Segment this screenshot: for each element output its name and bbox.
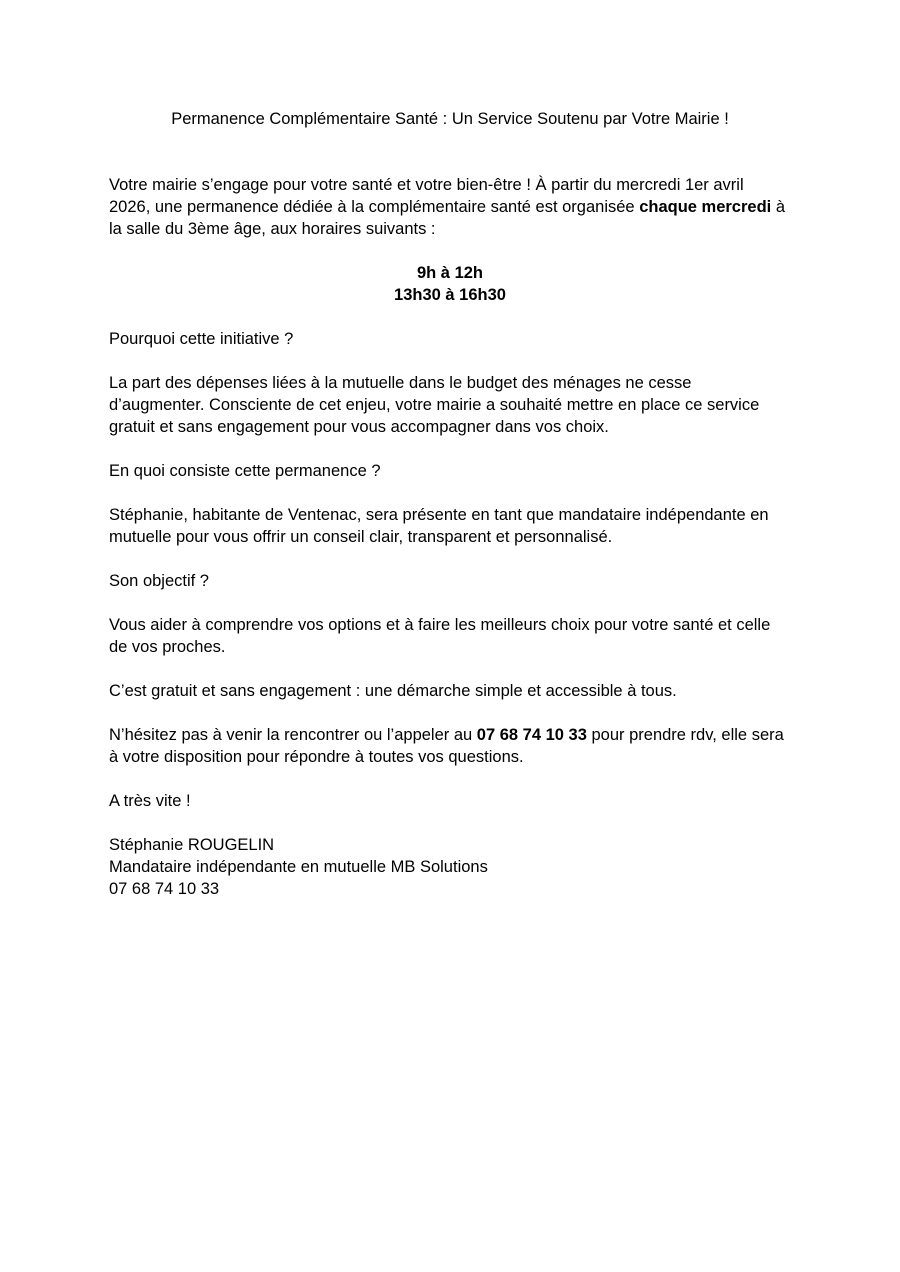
intro-line-2-end: à xyxy=(771,198,786,216)
intro-line-3: la salle du 3ème âge, aux horaires suivants : xyxy=(109,220,436,238)
intro-line-1: Votre mairie s’engage pour votre santé et votre bien-être ! À partir du mercredi 1er avril xyxy=(109,176,744,194)
goal-heading: Son objectif ? xyxy=(109,572,209,590)
contact-line-1 xyxy=(109,724,784,746)
intro-line-2 xyxy=(109,196,785,218)
hours-afternoon: 13h30 à 16h30 xyxy=(394,286,506,304)
contact-line-1-start: N’hésitez pas à venir la rencontrer ou l’appeler au xyxy=(109,726,477,744)
contact-phone-bold: 07 68 74 10 33 xyxy=(476,726,587,744)
what-text-line-2: mutuelle pour vous offrir un conseil clair, transparent et personnalisé. xyxy=(109,528,613,546)
why-text-line-3: gratuit et sans engagement pour vous accompagner dans vos choix. xyxy=(109,418,609,436)
why-text-line-1: La part des dépenses liées à la mutuelle dans le budget des ménages ne cesse xyxy=(109,374,692,392)
hours-morning: 9h à 12h xyxy=(416,264,484,282)
contact-line-1-end: pour prendre rdv, elle sera xyxy=(586,726,784,744)
free-text: C’est gratuit et sans engagement : une démarche simple et accessible à tous. xyxy=(109,682,677,700)
goal-text-line-2: de vos proches. xyxy=(109,638,226,656)
signature-phone: 07 68 74 10 33 xyxy=(109,880,220,898)
contact-line-2: à votre disposition pour répondre à toutes vos questions. xyxy=(109,748,524,766)
why-text-line-2: d’augmenter. Consciente de cet enjeu, votre mairie a souhaité mettre en place ce service xyxy=(109,396,760,414)
closing-text: A très vite ! xyxy=(109,792,191,810)
goal-text-line-1: Vous aider à comprendre vos options et à faire les meilleurs choix pour votre santé et celle xyxy=(109,616,771,634)
intro-bold-day: chaque mercredi xyxy=(639,198,772,216)
what-text-line-1: Stéphanie, habitante de Ventenac, sera présente en tant que mandataire indépendante en xyxy=(109,506,769,524)
intro-line-2-start: 2026, une permanence dédiée à la complémentaire santé est organisée xyxy=(109,198,640,216)
what-heading: En quoi consiste cette permanence ? xyxy=(109,462,381,480)
signature-role: Mandataire indépendante en mutuelle MB Solutions xyxy=(109,858,488,876)
document-title: Permanence Complémentaire Santé : Un Service Soutenu par Votre Mairie ! xyxy=(171,110,729,128)
why-heading: Pourquoi cette initiative ? xyxy=(109,330,294,348)
signature-name: Stéphanie ROUGELIN xyxy=(109,836,275,854)
